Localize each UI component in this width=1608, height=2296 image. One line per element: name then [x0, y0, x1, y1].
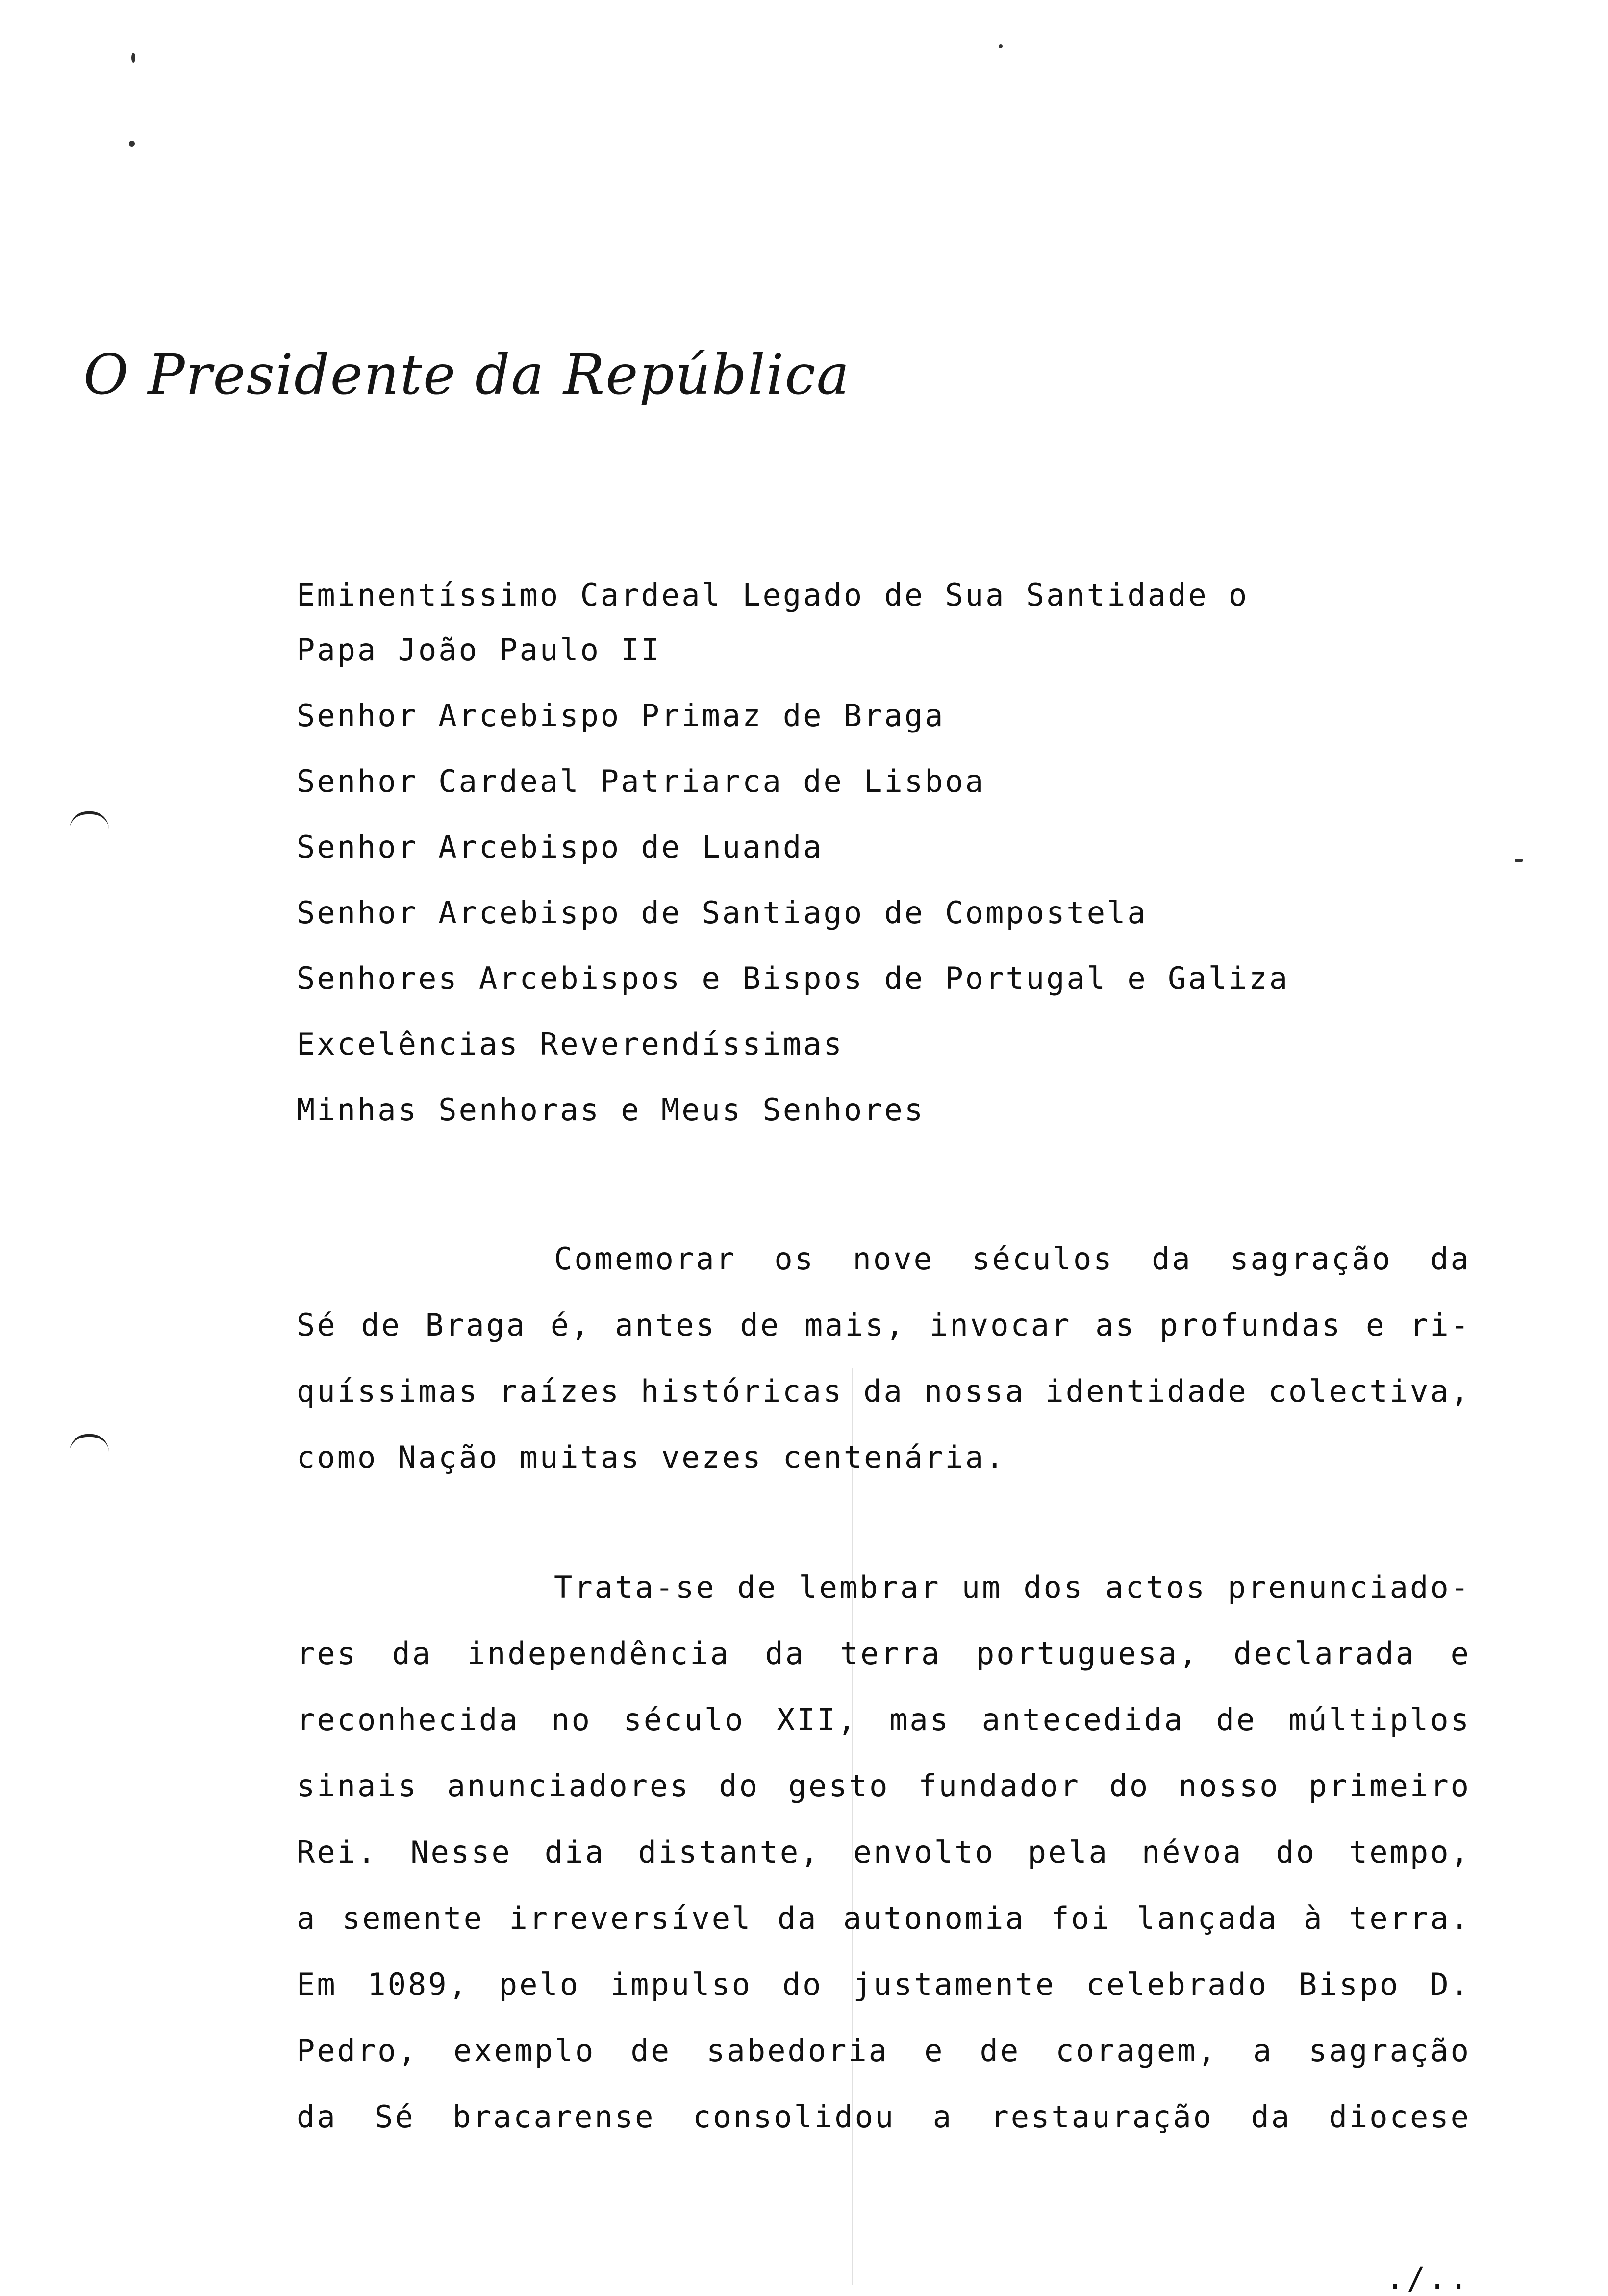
- word: colectiva,: [1268, 1373, 1471, 1409]
- word: semente: [342, 1900, 484, 1936]
- word: do: [1109, 1768, 1150, 1804]
- scan-speck: [131, 53, 135, 63]
- word: da: [392, 1636, 433, 1671]
- paragraph-line: [297, 1885, 1471, 1951]
- paragraph-line: [297, 2084, 1471, 2150]
- salutation-line: Senhor Arcebispo de Luanda: [297, 829, 824, 865]
- word: nove: [853, 1241, 934, 1277]
- word: Sé: [375, 2099, 415, 2135]
- word: antecedida: [981, 1702, 1185, 1738]
- word: justamente: [853, 1967, 1056, 2002]
- word: históricas: [640, 1373, 844, 1409]
- word: sabedoria: [706, 2033, 889, 2069]
- paragraph-line: [297, 2018, 1471, 2084]
- word: um: [961, 1569, 1003, 1605]
- word: Trata-se: [554, 1569, 716, 1605]
- word: nossa: [924, 1373, 1026, 1409]
- paragraph-line: [297, 1951, 1471, 2018]
- word: e: [1366, 1307, 1386, 1343]
- word: do: [1276, 1834, 1317, 1870]
- word: e: [1450, 1636, 1471, 1671]
- paragraph-line: [297, 1687, 1471, 1753]
- word: de: [737, 1569, 778, 1605]
- word: invocar: [930, 1307, 1072, 1343]
- paragraph-1: [297, 1226, 1471, 1490]
- word: Sé: [297, 1307, 337, 1343]
- word: lançada: [1136, 1900, 1279, 1936]
- word: dos: [1023, 1569, 1084, 1605]
- word: Bispo: [1298, 1967, 1400, 2002]
- word: impulso: [610, 1967, 753, 2002]
- word: de: [1216, 1702, 1257, 1738]
- salutation-line: Senhor Arcebispo de Santiago de Compostela: [297, 895, 1148, 931]
- word: de: [980, 2033, 1021, 2069]
- word: da: [1152, 1241, 1192, 1277]
- word: pela: [1028, 1834, 1109, 1870]
- word: Nesse: [410, 1834, 512, 1870]
- word: século: [623, 1702, 745, 1738]
- word: celebrado: [1086, 1967, 1269, 2002]
- fold-line: [852, 1368, 853, 2285]
- word: mas: [889, 1702, 951, 1738]
- word: do: [782, 1967, 823, 2002]
- word: profundas: [1159, 1307, 1342, 1343]
- scan-speck: [999, 44, 1003, 48]
- word: mais,: [804, 1307, 906, 1343]
- word: D.: [1430, 1967, 1471, 2002]
- paragraph-line: [297, 1292, 1471, 1358]
- word: séculos: [972, 1241, 1114, 1277]
- paragraph-line: [297, 1554, 1471, 1620]
- paragraph-line: como Nação muitas vezes centenária.: [297, 1439, 1006, 1475]
- word: reconhecida: [297, 1702, 520, 1738]
- word: tempo,: [1349, 1834, 1471, 1870]
- word: autonomia: [843, 1900, 1026, 1936]
- word: foi: [1051, 1900, 1112, 1936]
- letterhead: O Presidente da República: [83, 343, 851, 407]
- word: os: [774, 1241, 815, 1277]
- word: é,: [550, 1307, 591, 1343]
- word: diocese: [1329, 2099, 1471, 2135]
- word: de: [361, 1307, 402, 1343]
- word: primeiro: [1308, 1768, 1471, 1804]
- word: as: [1095, 1307, 1136, 1343]
- salutation-line: Minhas Senhoras e Meus Senhores: [297, 1092, 925, 1128]
- word: distante,: [638, 1834, 821, 1870]
- word: a: [932, 2099, 954, 2135]
- word: lembrar: [799, 1569, 941, 1605]
- salutation-line: Excelências Reverendíssimas: [297, 1026, 844, 1062]
- word: de: [740, 1307, 781, 1343]
- word: fundador: [918, 1768, 1080, 1804]
- binder-hole-mark: [70, 811, 109, 829]
- word: da: [863, 1373, 904, 1409]
- word: actos: [1105, 1569, 1207, 1605]
- word: gesto: [788, 1768, 890, 1804]
- scan-speck: [129, 141, 135, 147]
- word: da: [1430, 1241, 1471, 1277]
- scan-speck: [1515, 859, 1523, 862]
- word: restauração: [990, 2099, 1214, 2135]
- paragraph-line: [297, 1358, 1471, 1424]
- word: 1089,: [367, 1967, 469, 2002]
- word: da: [765, 1636, 806, 1671]
- word: res: [297, 1636, 357, 1671]
- salutation-line: Senhores Arcebispos e Bispos de Portugal e Galiza: [297, 960, 1290, 996]
- word: sinais: [297, 1768, 418, 1804]
- word: independência: [467, 1636, 730, 1671]
- word: da: [1251, 2099, 1292, 2135]
- word: nosso: [1178, 1768, 1280, 1804]
- word: de: [630, 2033, 672, 2069]
- word: irreversível: [509, 1900, 753, 1936]
- word: Comemorar: [554, 1241, 736, 1277]
- word: terra.: [1349, 1900, 1471, 1936]
- salutations-block: [297, 579, 1473, 1127]
- word: sagração: [1308, 2033, 1471, 2069]
- paragraph-line: [297, 1753, 1471, 1819]
- salutation-line: Papa João Paulo II: [297, 632, 661, 668]
- binder-hole-mark: [70, 1434, 109, 1452]
- word: anunciadores: [447, 1768, 690, 1804]
- word: a: [297, 1900, 317, 1936]
- word: bracarense: [452, 2099, 655, 2135]
- word: antes: [615, 1307, 716, 1343]
- word: da: [777, 1900, 818, 1936]
- word: do: [719, 1768, 760, 1804]
- word: terra: [840, 1636, 942, 1671]
- paragraph-line: [297, 1819, 1471, 1885]
- word: e: [924, 2033, 945, 2069]
- word: da: [297, 2099, 337, 2135]
- word: Braga: [425, 1307, 527, 1343]
- word: sagração: [1230, 1241, 1392, 1277]
- word: envolto: [853, 1834, 995, 1870]
- word: dia: [544, 1834, 605, 1870]
- word: Rei.: [297, 1834, 378, 1870]
- word: a: [1253, 2033, 1274, 2069]
- word: declarada: [1233, 1636, 1416, 1671]
- word: ri-: [1410, 1307, 1471, 1343]
- salutation-line: Eminentíssimo Cardeal Legado de Sua Santidade o: [297, 577, 1249, 613]
- page-continuation: ./..: [1385, 2260, 1471, 2296]
- word: identidade: [1045, 1373, 1248, 1409]
- word: exemplo: [453, 2033, 596, 2069]
- word: múltiplos: [1288, 1702, 1471, 1738]
- word: pelo: [499, 1967, 580, 2002]
- word: quíssimas: [297, 1373, 479, 1409]
- word: XII,: [777, 1702, 858, 1738]
- word: névoa: [1141, 1834, 1243, 1870]
- paragraph-line: [297, 1226, 1471, 1292]
- word: prenunciado-: [1228, 1569, 1471, 1605]
- salutation-line: Senhor Arcebispo Primaz de Braga: [297, 698, 945, 733]
- paragraph-line: [297, 1620, 1471, 1687]
- salutation-line: Senhor Cardeal Patriarca de Lisboa: [297, 763, 986, 799]
- word: consolidou: [692, 2099, 896, 2135]
- word: no: [551, 1702, 592, 1738]
- word: à: [1304, 1900, 1324, 1936]
- word: coragem,: [1055, 2033, 1218, 2069]
- word: portuguesa,: [976, 1636, 1199, 1671]
- word: raízes: [499, 1373, 621, 1409]
- word: Pedro,: [297, 2033, 418, 2069]
- word: Em: [297, 1967, 337, 2002]
- paragraph-2: [297, 1554, 1471, 2150]
